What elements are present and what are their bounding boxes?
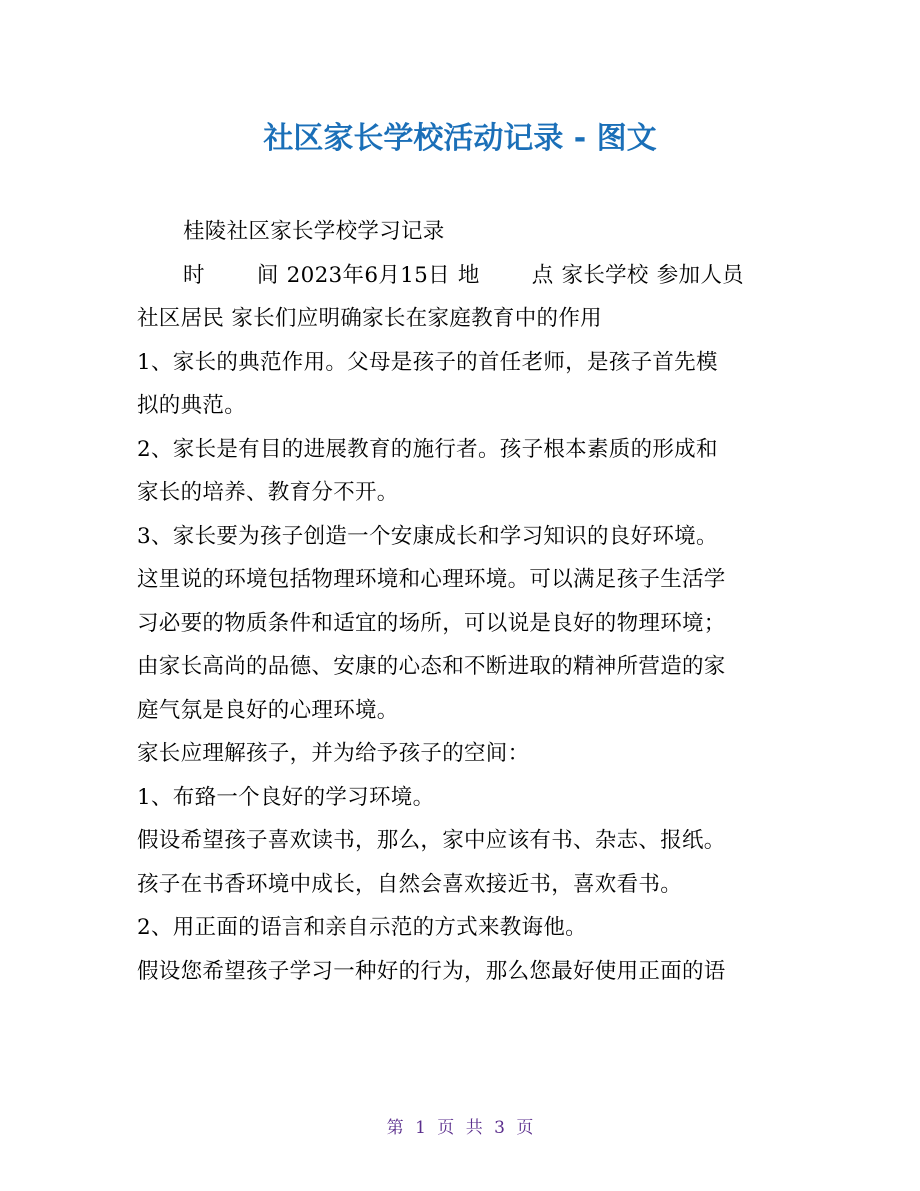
- body-line: 家长应理解孩子，并为给予孩子的空间：: [137, 741, 530, 766]
- body-line: 3、家长要为孩子创造一个安康成长和学习知识的良好环境。: [137, 523, 718, 549]
- body-line: 家长的培养、教育分不开。: [137, 480, 399, 505]
- place-label-a: 地: [457, 262, 480, 288]
- page-indicator: 第 1 页 共 3 页: [386, 1118, 534, 1138]
- body-line: 假设希望孩子喜欢读书，那么，家中应该有书、杂志、报纸。: [137, 828, 726, 853]
- meta-row: [137, 254, 787, 298]
- document-title: 社区家长学校活动记录 - 图文: [263, 121, 657, 156]
- section-heading: 桂陵社区家长学校学习记录: [183, 219, 445, 244]
- document-body: [137, 210, 787, 993]
- body-line: 这里说的环境包括物理环境和心理环境。可以满足孩子生活学: [137, 567, 726, 592]
- body-line: 习必要的物质条件和适宜的场所，可以说是良好的物理环境；: [137, 610, 726, 636]
- meta-place: 家长学校: [561, 262, 649, 288]
- body-line: 1、家长的典范作用。父母是孩子的首任老师，是孩子首先模: [137, 349, 718, 375]
- body-line: 假设您希望孩子学习一种好的行为，那么您最好使用正面的语: [137, 958, 726, 984]
- place-label-b: 点: [531, 262, 554, 288]
- body-line: 1、布臵一个良好的学习环境。: [137, 784, 435, 810]
- body-line: 孩子在书香环境中成长，自然会喜欢接近书，喜欢看书。: [137, 871, 683, 897]
- body-line: 2、用正面的语言和亲自示范的方式来教诲他。: [137, 915, 587, 940]
- participants-label: 参加人员: [656, 262, 744, 288]
- time-label-a: 时: [183, 262, 205, 288]
- body-line: 拟的典范。: [137, 393, 247, 418]
- body-line: 2、家长是有目的进展教育的施行者。孩子根本素质的形成和: [137, 436, 718, 462]
- body-line: 庭气氛是良好的心理环境。: [137, 697, 399, 723]
- meta-date: 2023年6月15日: [286, 262, 450, 288]
- time-label-b: 间: [256, 262, 279, 288]
- body-line: 由家长高尚的品德、安康的心态和不断进取的精神所营造的家: [137, 654, 726, 679]
- body-line: 社区居民 家长们应明确家长在家庭教育中的作用: [137, 306, 602, 331]
